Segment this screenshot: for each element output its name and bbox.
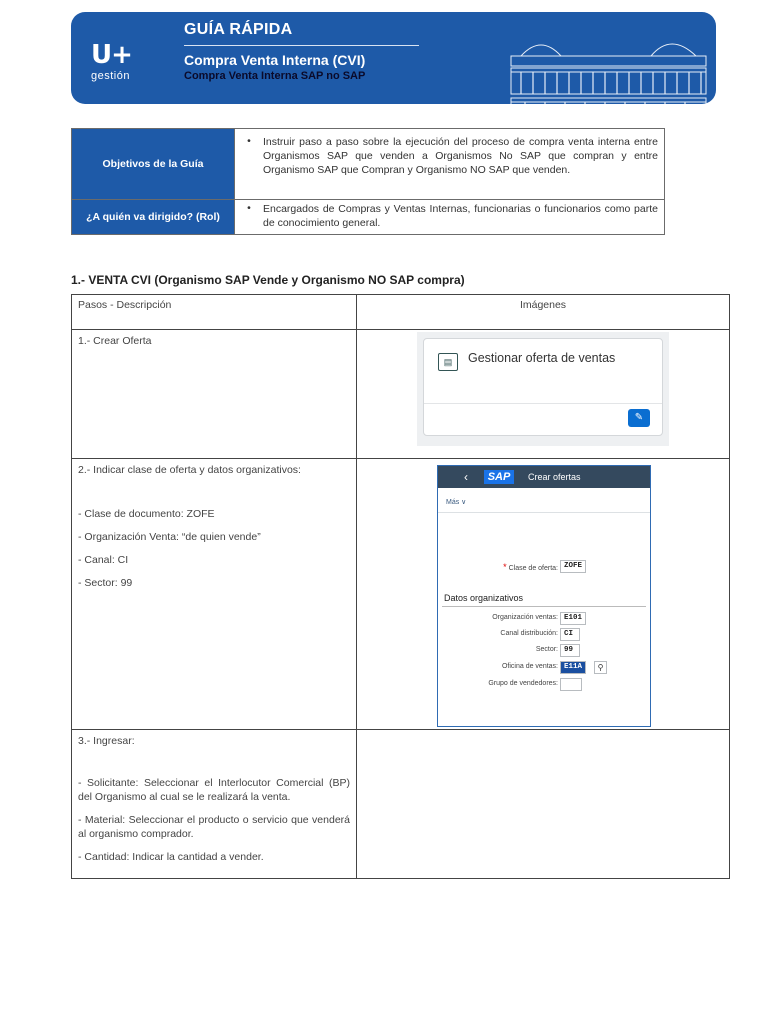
grupo-vendedores-row <box>438 678 650 690</box>
header-divider <box>184 45 419 46</box>
tile-divider <box>424 403 662 404</box>
sector-input[interactable]: 99 <box>560 644 580 657</box>
step-3-item: - Material: Seleccionar el producto o servicio que venderá al organismo comprador. <box>78 814 350 840</box>
app-tile-gestionar-oferta[interactable] <box>423 338 663 436</box>
document-icon: ▤ <box>438 353 458 371</box>
divider <box>438 512 650 513</box>
org-ventas-input[interactable]: E101 <box>560 612 586 625</box>
step-1-description <box>72 330 357 459</box>
more-menu[interactable]: Más ∨ <box>446 499 467 506</box>
sector-row <box>438 644 650 656</box>
canal-label: Canal distribución: <box>500 630 558 637</box>
step-1-row <box>72 330 730 459</box>
step-2-description <box>72 459 357 730</box>
section-heading: 1.- VENTA CVI (Organismo SAP Vende y Organismo NO SAP compra) <box>71 273 465 287</box>
objectives-table <box>71 128 665 235</box>
steps-table <box>71 294 730 879</box>
logo-mark: U+ <box>91 40 132 70</box>
step-3-row <box>72 730 730 879</box>
sap-screen-title: Crear ofertas <box>528 472 581 482</box>
datos-organizativos-heading: Datos organizativos <box>444 593 524 603</box>
audience-text: Encargados de Compras y Ventas Internas, funcionarias o funcionarios como parte de conocimiento general. <box>263 203 658 229</box>
audience-row <box>72 200 665 235</box>
canal-row <box>438 628 650 640</box>
bullet: • <box>247 202 251 214</box>
sector-label: Sector: <box>535 646 558 653</box>
objectives-row <box>72 129 665 200</box>
grupo-vendedores-label: Grupo de vendedores: <box>488 680 558 687</box>
step-2-row <box>72 459 730 730</box>
step-3-item: - Cantidad: Indicar la cantidad a vender. <box>78 851 264 863</box>
step-2-image <box>357 459 730 730</box>
objectives-content <box>235 129 665 200</box>
step-3-image <box>357 730 730 879</box>
logo-word: gestión <box>91 70 130 82</box>
oficina-label: Oficina de ventas: <box>501 663 558 670</box>
step-2-item: - Canal: CI <box>78 554 129 566</box>
u-gestion-logo <box>91 42 151 92</box>
guide-kicker: GUÍA RÁPIDA <box>184 21 293 38</box>
sap-shell-bar <box>438 466 650 488</box>
oficina-row <box>438 661 650 673</box>
objectives-label: Objetivos de la Guía <box>72 129 235 200</box>
step-2-title: 2.- Indicar clase de oferta y datos organizativos: <box>78 464 301 476</box>
header-images: Imágenes <box>357 295 730 330</box>
guide-subtitle: Compra Venta Interna SAP no SAP <box>184 70 366 82</box>
header-banner <box>71 12 716 104</box>
pin-icon[interactable]: ✎ <box>628 409 650 427</box>
audience-content <box>235 200 665 235</box>
back-icon[interactable]: ‹ <box>464 470 468 484</box>
guide-title: Compra Venta Interna (CVI) <box>184 52 366 68</box>
step-1-image <box>357 330 730 459</box>
clase-oferta-row <box>438 560 650 572</box>
bullet: • <box>247 135 251 147</box>
step-1-title: 1.- Crear Oferta <box>78 335 152 347</box>
building-illustration <box>501 26 716 104</box>
step-3-description <box>72 730 357 879</box>
sap-logo: SAP <box>484 470 514 484</box>
audience-label: ¿A quién va dirigido? (Rol) <box>72 200 235 235</box>
steps-header-row <box>72 295 730 330</box>
org-ventas-label: Organización ventas: <box>492 614 558 621</box>
search-icon[interactable]: ⚲ <box>594 661 607 674</box>
sap-crear-ofertas-screen <box>437 465 651 727</box>
grupo-vendedores-input[interactable] <box>560 678 582 691</box>
objectives-text: Instruir paso a paso sobre la ejecución del proceso de compra venta interna entre Organismos SAP que venden a Organismos No SAP que compran y entre Organismo SAP que Compran y Organismo NO SAP que venden. <box>263 136 658 176</box>
clase-oferta-label: * Clase de oferta: <box>503 562 558 572</box>
divider <box>442 606 646 607</box>
org-ventas-row <box>438 612 650 624</box>
tile-name: Gestionar oferta de ventas <box>468 351 616 365</box>
clase-oferta-input[interactable]: ZOFE <box>560 560 586 573</box>
step-2-item: - Sector: 99 <box>78 577 133 589</box>
step-3-title: 3.- Ingresar: <box>78 735 135 747</box>
step-2-item: - Organización Venta: “de quien vende” <box>78 531 261 543</box>
step-3-item: - Solicitante: Seleccionar el Interlocutor Comercial (BP) del Organismo al cual se le realizará la venta. <box>78 777 350 803</box>
header-steps: Pasos - Descripción <box>72 295 357 330</box>
oficina-input[interactable]: E11A <box>560 661 586 674</box>
canal-input[interactable]: CI <box>560 628 580 641</box>
step-2-item: - Clase de documento: ZOFE <box>78 508 215 520</box>
